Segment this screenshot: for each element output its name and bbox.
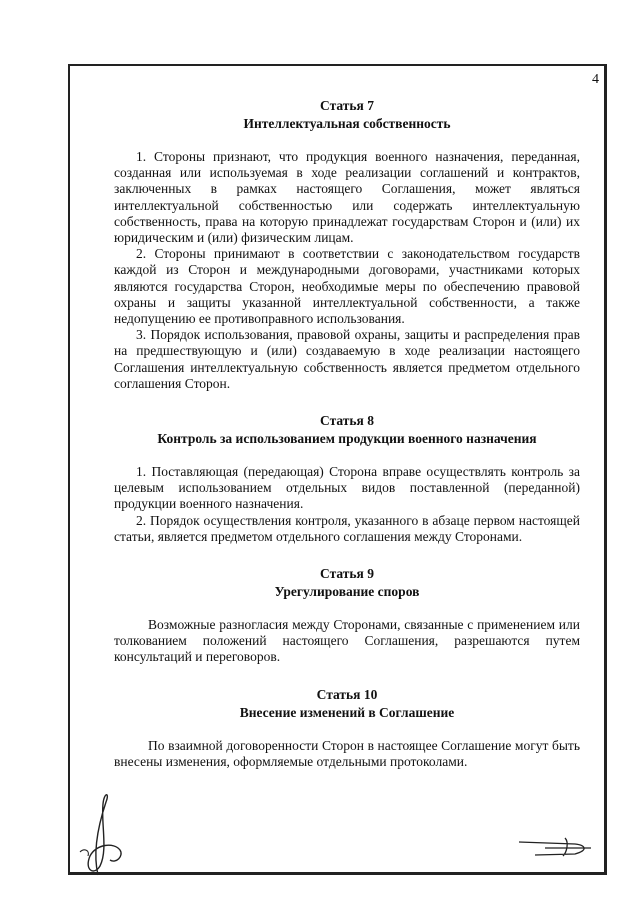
article-number: Статья 10 [316, 686, 378, 702]
paragraph: 1. Стороны признают, что продукция военного назначения, переданная, созданная или используемая в ходе реализации соглашений и контрактов, заключенных в рамках настоящего Соглашения, может являться интеллектуальной собственностью или содержать интеллектуальную собственность, права на которую принадлежат государствам Сторон и (или) их юридическим и (или) физическим лицам. [114, 149, 580, 246]
paragraph: Возможные разногласия между Сторонами, связанные с применением или толкованием положений настоящего Соглашения, разрешаются путем консультаций и переговоров. [114, 617, 580, 665]
article-10 [114, 686, 580, 770]
article-title: Контроль за использованием продукции военного назначения [157, 431, 537, 447]
paragraph: 1. Поставляющая (передающая) Сторона вправе осуществлять контроль за целевым использованием отдельных видов поставленной (переданной) продукции военного назначения. [114, 464, 580, 512]
paragraph: 3. Порядок использования, правовой охраны, защиты и распределения прав на предшествующую и (или) создаваемую в ходе реализации настоящего Соглашения интеллектуальную собственность является предметом отдельного соглашения Сторон. [114, 327, 580, 391]
article-7 [114, 97, 580, 392]
article-9 [114, 565, 580, 666]
article-number: Статья 8 [320, 413, 374, 429]
article-number: Статья 9 [320, 566, 374, 582]
article-number: Статья 7 [320, 98, 374, 113]
article-title: Интеллектуальная собственность [243, 116, 451, 131]
article-title: Внесение изменений в Соглашение [239, 704, 455, 720]
paragraph: 2. Стороны принимают в соответствии с законодательством государств каждой из Сторон и международными договорами, участниками которых являются государства Сторон, необходимые меры по обеспечению правовой охраны и защиты указанной интеллектуальной собственности, а также недопущению ее противоправного использования. [114, 246, 580, 327]
paragraph: По взаимной договоренности Сторон в настоящее Соглашение могут быть внесены изменения, оформляемые отдельными протоколами. [114, 737, 580, 769]
article-8 [114, 412, 580, 545]
paragraph: 2. Порядок осуществления контроля, указанного в абзаце первом настоящей статьи, является предметом отдельного соглашения между Сторонами. [114, 512, 580, 544]
page-number: 4 [592, 72, 599, 87]
document-body [114, 97, 580, 770]
signature-left [70, 790, 150, 880]
article-title: Урегулирование споров [274, 584, 420, 600]
signature-right [515, 832, 595, 862]
